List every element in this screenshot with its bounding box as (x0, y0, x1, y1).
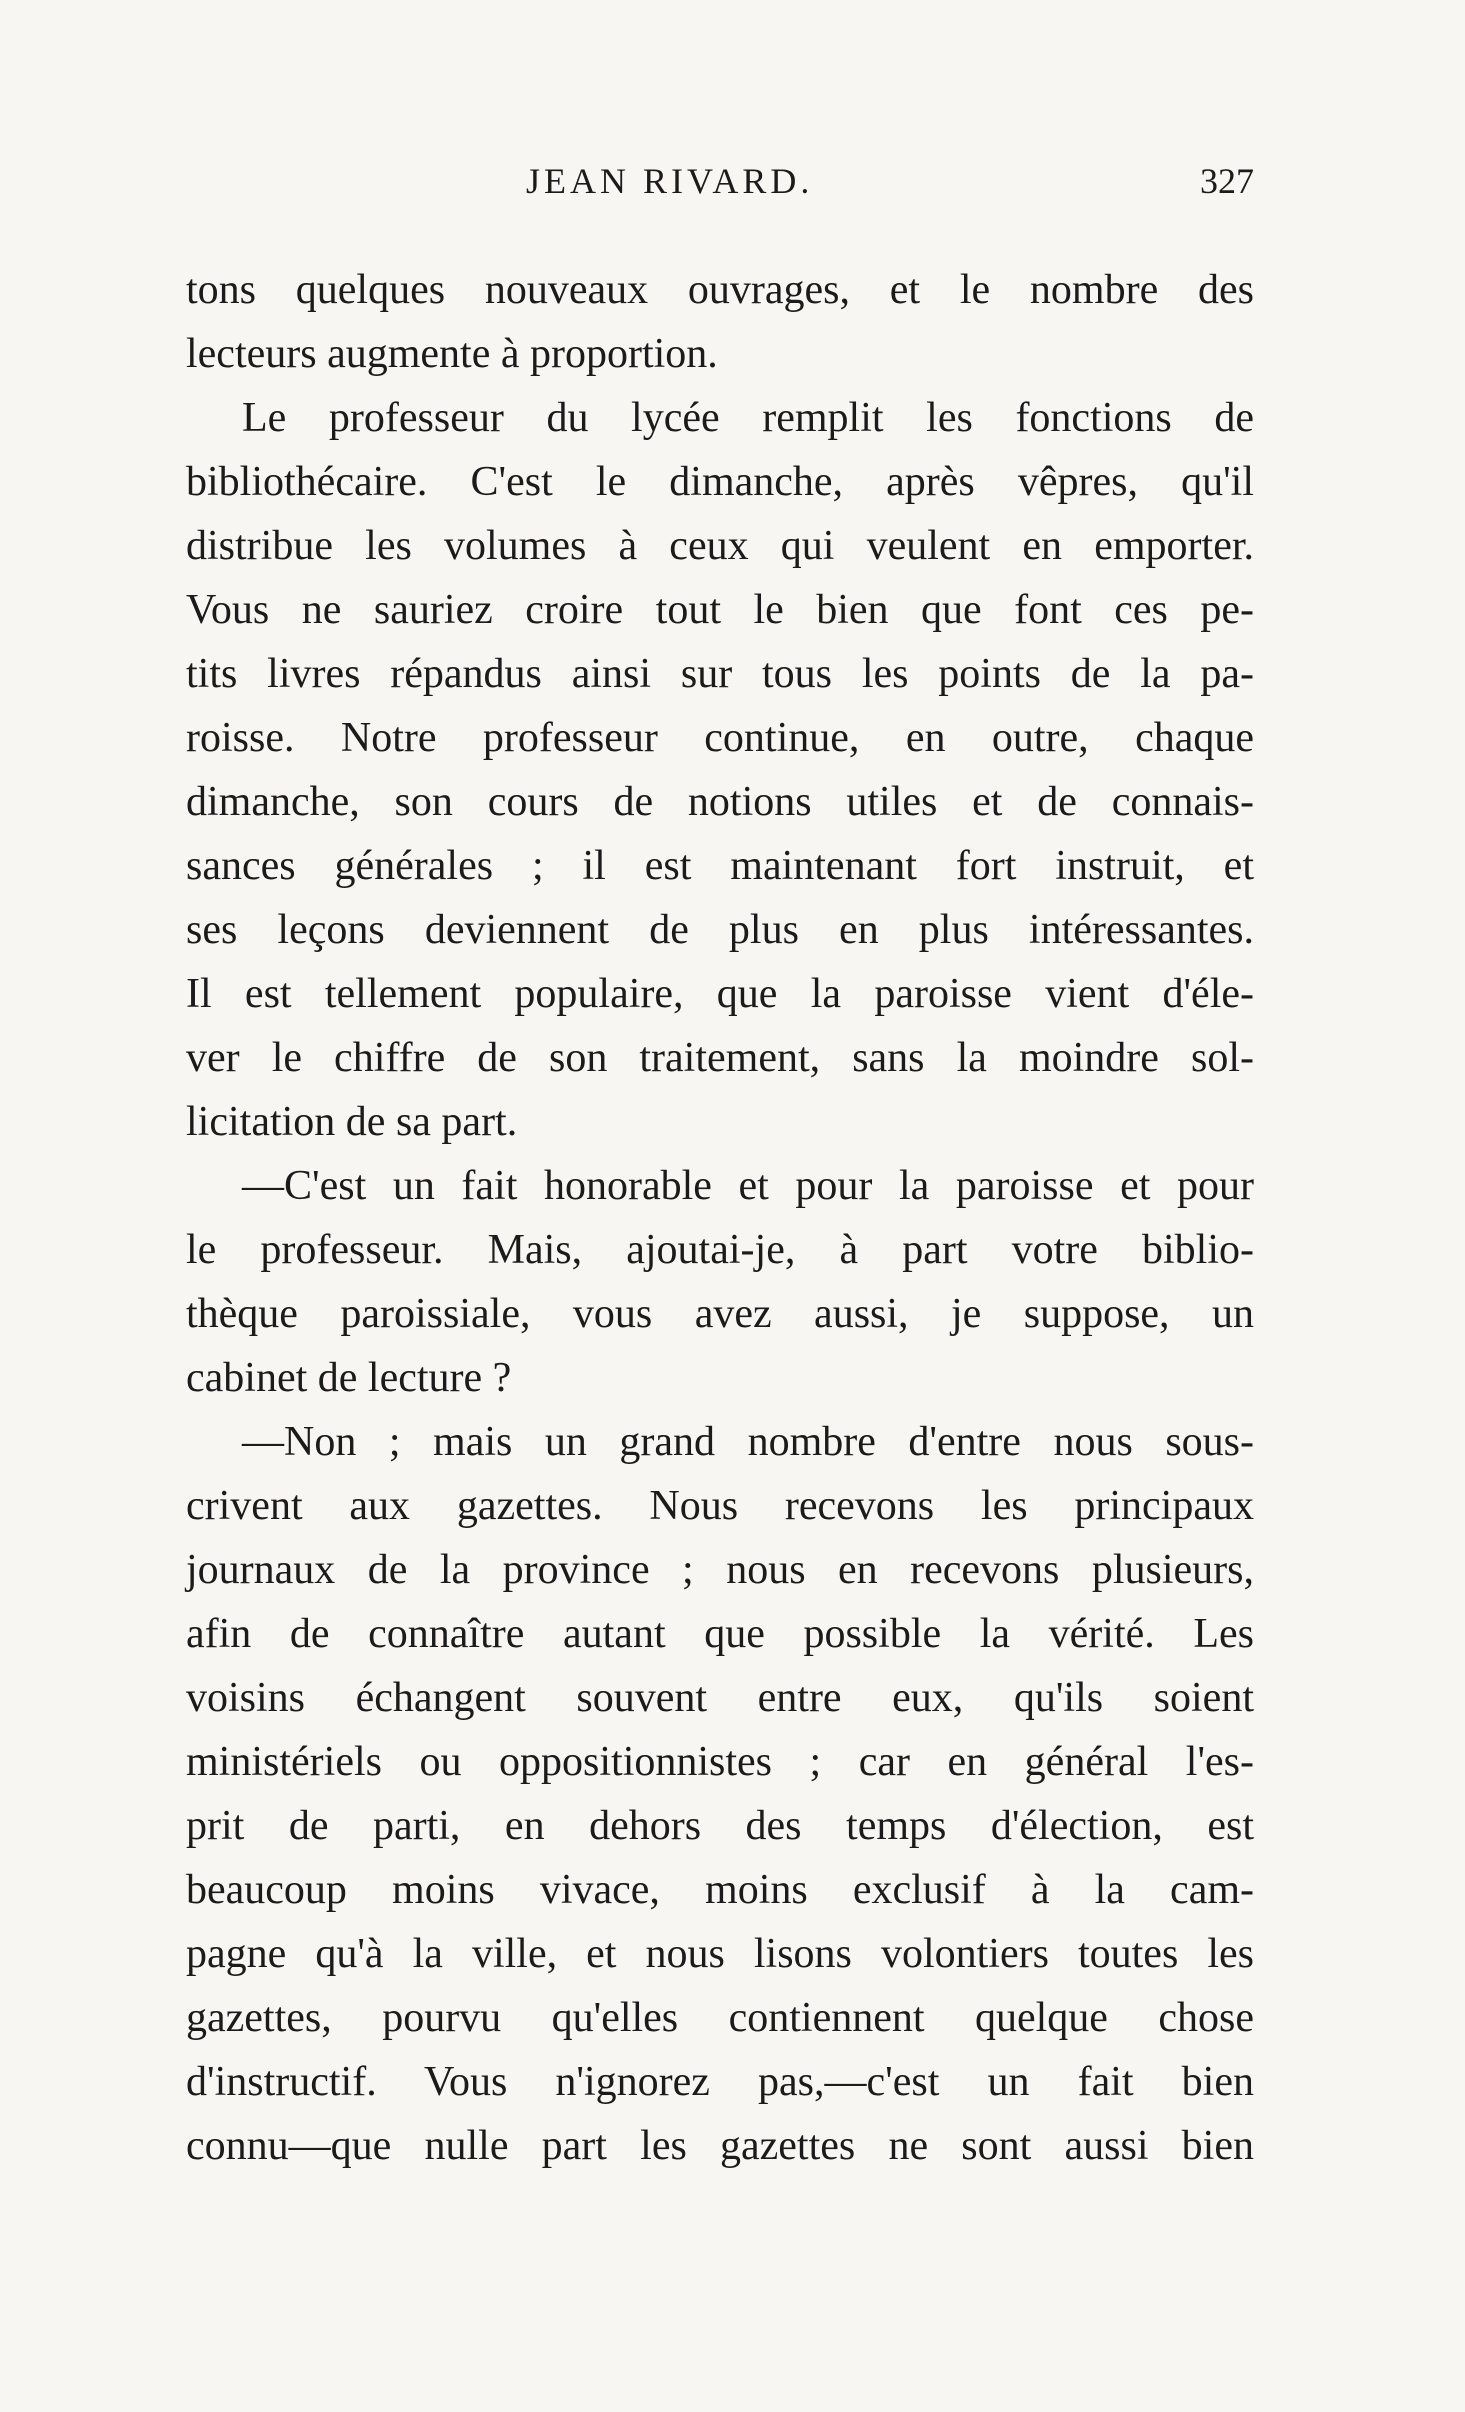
text-line: bibliothécaire. C'est le dimanche, après vêpres, qu'il (186, 459, 1254, 505)
text-line: journaux de la province ; nous en recevons plusieurs, (186, 1547, 1254, 1593)
text-line: le professeur. Mais, ajoutai-je, à part votre biblio- (186, 1227, 1254, 1273)
text-line: ses leçons deviennent de plus en plus intéressantes. (186, 907, 1254, 953)
text-line: ministériels ou oppositionnistes ; car en général l'es- (186, 1739, 1254, 1785)
text-line: crivent aux gazettes. Nous recevons les principaux (186, 1483, 1254, 1529)
text-line: dimanche, son cours de notions utiles et de connais- (186, 779, 1254, 825)
page-header (186, 160, 1254, 220)
text-line: —C'est un fait honorable et pour la paroisse et pour (242, 1163, 1254, 1209)
body-text (186, 258, 1254, 2178)
text-line: voisins échangent souvent entre eux, qu'ils soient (186, 1675, 1254, 1721)
text-line: beaucoup moins vivace, moins exclusif à la cam- (186, 1867, 1254, 1913)
text-line: ver le chiffre de son traitement, sans la moindre sol- (186, 1035, 1254, 1081)
text-line: tits livres répandus ainsi sur tous les points de la pa- (186, 651, 1254, 697)
text-line: d'instructif. Vous n'ignorez pas,—c'est un fait bien (186, 2059, 1254, 2105)
text-line: thèque paroissiale, vous avez aussi, je suppose, un (186, 1291, 1254, 1337)
text-line: pagne qu'à la ville, et nous lisons volontiers toutes les (186, 1931, 1254, 1977)
text-line: prit de parti, en dehors des temps d'élection, est (186, 1803, 1254, 1849)
text-line: Vous ne sauriez croire tout le bien que font ces pe- (186, 587, 1254, 633)
text-line: distribue les volumes à ceux qui veulent en emporter. (186, 523, 1254, 569)
text-line: afin de connaître autant que possible la vérité. Les (186, 1611, 1254, 1657)
text-line: connu—que nulle part les gazettes ne sont aussi bien (186, 2123, 1254, 2169)
text-line: roisse. Notre professeur continue, en outre, chaque (186, 715, 1254, 761)
text-line: Il est tellement populaire, que la paroisse vient d'éle- (186, 971, 1254, 1017)
text-line: lecteurs augmente à proportion. (186, 331, 718, 377)
text-line: cabinet de lecture ? (186, 1355, 512, 1401)
text-line: —Non ; mais un grand nombre d'entre nous sous- (242, 1419, 1254, 1465)
text-line: gazettes, pourvu qu'elles contiennent quelque chose (186, 1995, 1254, 2041)
text-line: licitation de sa part. (186, 1099, 518, 1145)
text-line: sances générales ; il est maintenant fort instruit, et (186, 843, 1254, 889)
text-line: tons quelques nouveaux ouvrages, et le nombre des (186, 267, 1254, 313)
running-title: JEAN RIVARD. (526, 161, 814, 201)
page-number: 327 (1200, 161, 1254, 201)
text-line: Le professeur du lycée remplit les fonctions de (242, 395, 1254, 441)
